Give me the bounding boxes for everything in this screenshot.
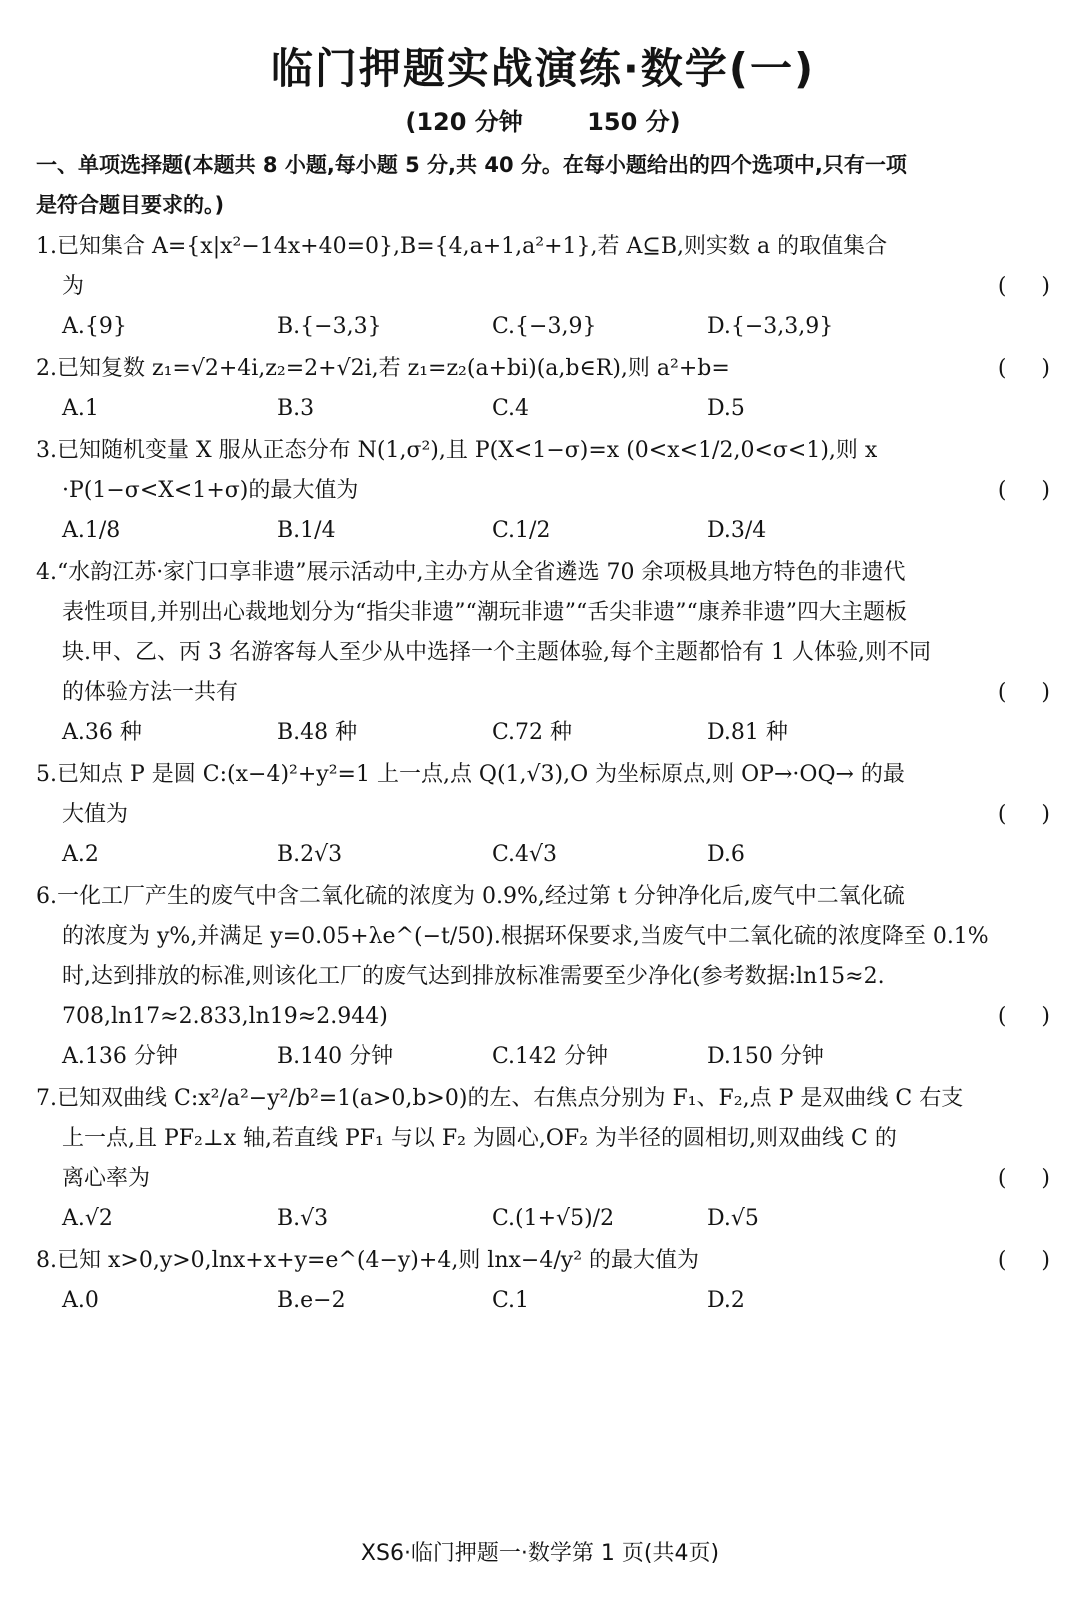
answer-blank: ( ): [997, 274, 1050, 299]
option-c: C.(1+√5)/2: [492, 1206, 615, 1231]
question-stem-row: [36, 1159, 1050, 1199]
question-stem-row: [36, 471, 1050, 511]
option-b: B.48 种: [277, 720, 358, 745]
question-stem-row: [36, 227, 1050, 267]
options-row: [36, 713, 1050, 753]
answer-blank: ( ): [997, 680, 1050, 705]
question-stem-row: [36, 957, 1050, 997]
question-stem-line: 表性项目,并别出心裁地划分为“指尖非遗”“潮玩非遗”“舌尖非遗”“康养非遗”四大主题板: [62, 600, 907, 625]
answer-blank: ( ): [997, 478, 1050, 503]
option-a: A.36 种: [62, 720, 142, 745]
question-list: [36, 227, 1050, 1321]
question-4: [36, 553, 1050, 753]
total-score: 150 分): [587, 108, 681, 136]
option-b: B.{−3,3}: [277, 314, 382, 339]
question-stem-row: [36, 553, 1050, 593]
option-d: D.2: [707, 1288, 745, 1313]
question-stem-line: 的浓度为 y%,并满足 y=0.05+λe^(−t/50).根据环保要求,当废气中二氧化硫的浓度降至 0.1%: [62, 924, 989, 949]
option-c: C.1/2: [492, 518, 551, 543]
question-stem-row: [36, 755, 1050, 795]
time-limit: (120 分钟: [405, 108, 523, 136]
question-stem-row: [36, 1119, 1050, 1159]
question-stem-line: 为: [62, 274, 85, 299]
options-row: [36, 511, 1050, 551]
question-stem-row: [36, 1241, 1050, 1281]
option-a: A.136 分钟: [62, 1044, 178, 1069]
option-a: A.0: [62, 1288, 99, 1313]
question-stem-line: ·P(1−σ<X<1+σ)的最大值为: [62, 478, 359, 503]
option-b: B.√3: [277, 1206, 329, 1231]
question-stem-line: 时,达到排放的标准,则该化工厂的废气达到排放标准需要至少净化(参考数据:ln15≈2.: [62, 964, 885, 989]
options-row: [36, 1037, 1050, 1077]
option-b: B.2√3: [277, 842, 343, 867]
section-line: 一、单项选择题(本题共 8 小题,每小题 5 分,共 40 分。在每小题给出的四个选项中,只有一项: [36, 153, 907, 177]
option-d: D.150 分钟: [707, 1044, 824, 1069]
option-b: B.140 分钟: [277, 1044, 394, 1069]
option-d: D.√5: [707, 1206, 759, 1231]
question-stem-line: 大值为: [62, 802, 129, 827]
option-c: C.72 种: [492, 720, 573, 745]
option-a: A.2: [62, 842, 99, 867]
question-stem-row: [36, 795, 1050, 835]
question-3: [36, 431, 1050, 551]
question-stem-row: [36, 431, 1050, 471]
question-stem-line: 离心率为: [62, 1166, 151, 1191]
question-stem-line: 块.甲、乙、丙 3 名游客每人至少从中选择一个主题体验,每个主题都恰有 1 人体验,则不同: [62, 640, 931, 665]
options-row: [36, 1281, 1050, 1321]
question-2: [36, 349, 1050, 429]
answer-blank: ( ): [997, 356, 1050, 381]
option-c: C.1: [492, 1288, 530, 1313]
option-c: C.{−3,9}: [492, 314, 597, 339]
question-stem-line: 7.已知双曲线 C:x²/a²−y²/b²=1(a>0,b>0)的左、右焦点分别为 F₁、F₂,点 P 是双曲线 C 右支: [36, 1086, 964, 1111]
option-c: C.4: [492, 396, 530, 421]
question-8: [36, 1241, 1050, 1321]
options-row: [36, 389, 1050, 429]
options-row: [36, 835, 1050, 875]
exam-info: [36, 102, 1050, 137]
question-stem-line: 2.已知复数 z₁=√2+4i,z₂=2+√2i,若 z₁=z₂(a+bi)(a,b∈R),则 a²+b=: [36, 356, 730, 381]
question-stem-line: 上一点,且 PF₂⊥x 轴,若直线 PF₁ 与以 F₂ 为圆心,OF₂ 为半径的圆相切,则双曲线 C 的: [62, 1126, 897, 1151]
question-stem-row: [36, 917, 1050, 957]
option-d: D.{−3,3,9}: [707, 314, 834, 339]
question-stem-line: 4.“水韵江苏·家门口享非遗”展示活动中,主办方从全省遴选 70 余项极具地方特色的非遗代: [36, 560, 906, 585]
question-stem-line: 5.已知点 P 是圆 C:(x−4)²+y²=1 上一点,点 Q(1,√3),O 为坐标原点,则 OP→·OQ→ 的最: [36, 762, 905, 787]
question-5: [36, 755, 1050, 875]
page-footer: XS6·临门押题一·数学第 1 页(共4页): [360, 1541, 720, 1566]
question-stem-row: [36, 349, 1050, 389]
question-1: [36, 227, 1050, 347]
option-a: A.1: [62, 396, 99, 421]
answer-blank: ( ): [997, 1004, 1050, 1029]
option-d: D.3/4: [707, 518, 767, 543]
question-stem-line: 8.已知 x>0,y>0,lnx+x+y=e^(4−y)+4,则 lnx−4/y² 的最大值为: [36, 1248, 700, 1273]
option-c: C.142 分钟: [492, 1044, 609, 1069]
section-line: 是符合题目要求的。): [36, 193, 225, 217]
question-stem-line: 的体验方法一共有: [62, 680, 239, 705]
option-d: D.81 种: [707, 720, 788, 745]
option-c: C.4√3: [492, 842, 558, 867]
question-stem-line: 1.已知集合 A={x|x²−14x+40=0},B={4,a+1,a²+1},若 A⊆B,则实数 a 的取值集合: [36, 234, 888, 259]
option-b: B.e−2: [277, 1288, 346, 1313]
question-stem-row: [36, 267, 1050, 307]
section-heading: [36, 145, 1050, 225]
question-stem-row: [36, 633, 1050, 673]
answer-blank: ( ): [997, 802, 1050, 827]
question-stem-row: [36, 593, 1050, 633]
option-d: D.6: [707, 842, 745, 867]
option-a: A.√2: [62, 1206, 113, 1231]
answer-blank: ( ): [997, 1248, 1050, 1273]
option-b: B.3: [277, 396, 315, 421]
option-a: A.1/8: [62, 518, 121, 543]
question-stem-row: [36, 877, 1050, 917]
page-title: 临门押题实战演练·数学(一): [270, 44, 816, 93]
question-stem-line: 3.已知随机变量 X 服从正态分布 N(1,σ²),且 P(X<1−σ)=x (0<x<1/2,0<σ<1),则 x: [36, 438, 878, 463]
question-stem-row: [36, 1079, 1050, 1119]
question-stem-line: 6.一化工厂产生的废气中含二氧化硫的浓度为 0.9%,经过第 t 分钟净化后,废气中二氧化硫: [36, 884, 905, 909]
option-a: A.{9}: [62, 314, 127, 339]
question-6: [36, 877, 1050, 1077]
answer-blank: ( ): [997, 1166, 1050, 1191]
question-stem-line: 708,ln17≈2.833,ln19≈2.944): [62, 1004, 388, 1029]
option-d: D.5: [707, 396, 745, 421]
option-b: B.1/4: [277, 518, 336, 543]
question-7: [36, 1079, 1050, 1239]
options-row: [36, 307, 1050, 347]
options-row: [36, 1199, 1050, 1239]
question-stem-row: [36, 673, 1050, 713]
question-stem-row: [36, 997, 1050, 1037]
